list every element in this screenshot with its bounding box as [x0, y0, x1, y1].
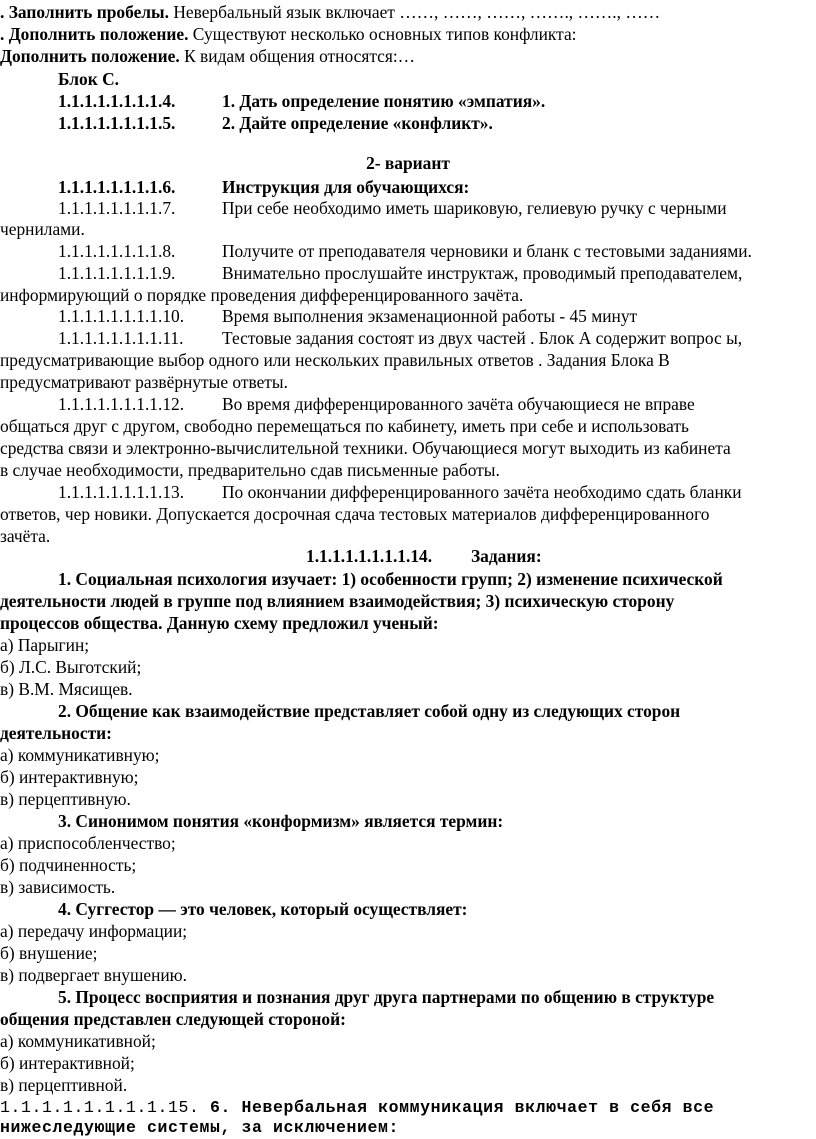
tasks-title: Задания:	[471, 546, 542, 566]
question-1-line-1: 1. Социальная психология изучает: 1) особенности групп; 2) изменение психической	[58, 569, 723, 589]
complete-statement-label-1: . Дополнить положение.	[0, 24, 189, 44]
question-4-option-a: а) передачу информации;	[0, 921, 188, 941]
question-5-line-2: общения представлен следующей стороной:	[0, 1009, 346, 1029]
complete-statement-text-1: Существуют несколько основных типов конфликта:	[188, 24, 577, 44]
instruction-text-11a: Тестовые задания состоят из двух частей . Блок А содержит вопрос ы,	[222, 328, 743, 348]
question-5-line-1: 5. Процесс восприятия и познания друг друга партнерами по общению в структуре	[58, 987, 715, 1007]
block-c-item-text-2: 2. Дайте определение «конфликт».	[222, 113, 493, 133]
block-c-item-number-2: 1.1.1.1.1.1.1.1.5.	[58, 113, 176, 133]
fill-blanks-line	[0, 2, 660, 24]
question-3-option-b: б) подчиненность;	[0, 855, 137, 875]
question-4-option-c: в) подвергает внушению.	[0, 965, 188, 985]
question-5-option-c: в) перцептивной.	[0, 1075, 128, 1095]
instruction-text-13b: ответов, чер новики. Допускается досрочная сдача тестовых материалов дифференцированного	[0, 504, 710, 524]
complete-statement-label-2: Дополнить положение.	[0, 46, 180, 66]
question-1-option-a: а) Парыгин;	[0, 635, 90, 655]
fill-blanks-text: Невербальный язык включает ……, ……, ……, ……., ……., ……	[168, 2, 661, 22]
instruction-number-8: 1.1.1.1.1.1.1.1.8.	[58, 241, 176, 261]
block-c-item-number-1: 1.1.1.1.1.1.1.1.4.	[58, 91, 176, 111]
instructions-title: Инструкция для обучающихся:	[222, 177, 470, 197]
question-5-option-a: а) коммуникативной;	[0, 1031, 156, 1051]
instruction-text-9a: Внимательно прослушайте инструктаж, проводимый преподавателем,	[222, 263, 743, 283]
instruction-text-9b: информирующий о порядке проведения дифференцированного зачёта.	[0, 285, 524, 305]
instruction-text-12c: средства связи и электронно-вычислительной техники. Обучающиеся могут выходить из кабинета	[0, 438, 731, 458]
question-4-option-b: б) внушение;	[0, 943, 98, 963]
question-3-option-a: а) приспособленчество;	[0, 833, 176, 853]
instruction-text-13c: зачёта.	[0, 526, 51, 546]
block-c-item-text-1: 1. Дать определение понятию «эмпатия».	[222, 91, 546, 111]
question-2-line-1: 2. Общение как взаимодействие представляет собой одну из следующих сторон	[58, 701, 681, 721]
instruction-number-11: 1.1.1.1.1.1.1.1.11.	[58, 328, 184, 348]
instruction-number-7: 1.1.1.1.1.1.1.1.7.	[58, 198, 176, 218]
instruction-text-12b: общаться друг с другом, свободно перемещаться по кабинету, иметь при себе и использовать	[0, 416, 689, 436]
question-6-line-2: нижеследующие системы, за исключением:	[0, 1118, 400, 1137]
instruction-text-11b: предусматривающие выбор одного или нескольких правильных ответов . Задания Блока В	[0, 350, 670, 370]
question-1-line-3: процессов общества. Данную схему предложил ученый:	[0, 613, 439, 633]
complete-statement-line-1	[0, 24, 577, 46]
block-c-heading: Блок С.	[58, 69, 119, 89]
question-2-line-2: деятельности:	[0, 723, 112, 743]
instruction-text-7a: При себе необходимо иметь шариковую, гелиевую ручку с черными	[222, 198, 727, 218]
instruction-text-12d: в случае необходимости, предварительно сдав письменные работы.	[0, 460, 500, 480]
variant-heading: 2- вариант	[366, 153, 450, 173]
instruction-text-10: Время выполнения экзаменационной работы - 45 минут	[222, 306, 638, 326]
instruction-text-8: Получите от преподавателя черновики и бланк с тестовыми заданиями.	[222, 241, 752, 261]
instruction-text-12a: Во время дифференцированного зачёта обучающиеся не вправе	[222, 394, 695, 414]
instruction-number-9: 1.1.1.1.1.1.1.1.9.	[58, 263, 176, 283]
instruction-text-7b: чернилами.	[0, 219, 85, 239]
question-6-text-a: 6. Невербальная коммуникация включает в себя все	[210, 1098, 715, 1117]
instruction-text-13a: По окончании дифференцированного зачёта необходимо сдать бланки	[222, 482, 742, 502]
question-1-option-b: б) Л.С. Выготский;	[0, 657, 142, 677]
question-3-line-1: 3. Синонимом понятия «конформизм» является термин:	[58, 811, 504, 831]
question-5-option-b: б) интерактивной;	[0, 1053, 135, 1073]
question-2-option-b: б) интерактивную;	[0, 767, 139, 787]
question-2-option-a: а) коммуникативную;	[0, 745, 160, 765]
question-6-number: 1.1.1.1.1.1.1.1.15.	[0, 1098, 200, 1117]
tasks-number: 1.1.1.1.1.1.1.1.14.	[306, 546, 433, 566]
complete-statement-line-2	[0, 46, 415, 68]
instruction-number-10: 1.1.1.1.1.1.1.1.10.	[58, 306, 185, 326]
instruction-number-13: 1.1.1.1.1.1.1.1.13.	[58, 482, 185, 502]
complete-statement-text-2: К видам общения относятся:…	[179, 46, 416, 66]
instruction-text-11c: предусматривают развёрнутые ответы.	[0, 372, 288, 392]
fill-blanks-label: . Заполнить пробелы.	[0, 2, 169, 22]
instruction-number-6: 1.1.1.1.1.1.1.1.6.	[58, 177, 176, 197]
question-3-option-c: в) зависимость.	[0, 877, 116, 897]
question-1-option-c: в) В.М. Мясищев.	[0, 679, 133, 699]
question-1-line-2: деятельности людей в группе под влиянием взаимодействия; 3) психическую сторону	[0, 591, 675, 611]
instruction-number-12: 1.1.1.1.1.1.1.1.12.	[58, 394, 185, 414]
question-2-option-c: в) перцептивную.	[0, 789, 131, 809]
question-4-line-1: 4. Суггестор — это человек, который осуществляет:	[58, 899, 468, 919]
question-6-line-1	[0, 1097, 714, 1119]
